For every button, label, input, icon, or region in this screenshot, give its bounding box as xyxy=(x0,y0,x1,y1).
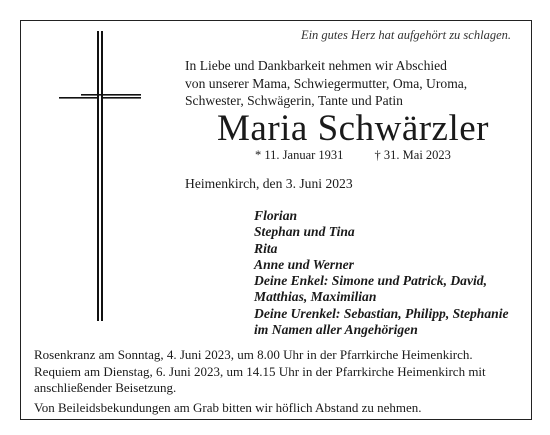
condolence-note: Von Beileidsbekundungen am Grab bitten wir höflich Abstand zu nehmen. xyxy=(34,399,422,415)
birth-date: * 11. Januar 1931 xyxy=(255,148,344,162)
intro-line: Schwester, Schwägerin, Tante und Patin xyxy=(185,93,403,108)
requiem-note-continued: anschließender Beisetzung. xyxy=(34,380,177,395)
place-and-date: Heimenkirch, den 3. Juni 2023 xyxy=(185,176,353,191)
mourner-line: im Namen aller Angehörigen xyxy=(254,322,418,338)
mourner-line: Deine Enkel: Simone und Patrick, David, xyxy=(254,273,487,289)
intro-line: von unserer Mama, Schwiegermutter, Oma, Uroma, xyxy=(185,75,468,91)
intro-text xyxy=(185,57,467,110)
requiem-note: Requiem am Dienstag, 6. Juni 2023, um 14.15 Uhr in der Pfarrkirche Heimenkirch mit xyxy=(34,363,486,379)
mourner-line: Anne und Werner xyxy=(254,256,354,272)
deceased-name: Maria Schwärzler xyxy=(217,108,490,149)
footer-notes xyxy=(34,347,486,416)
motto: Ein gutes Herz hat aufgehört zu schlagen. xyxy=(300,28,511,42)
mourner-line: Deine Urenkel: Sebastian, Philipp, Stephanie xyxy=(254,305,509,321)
intro-line: In Liebe und Dankbarkeit nehmen wir Abschied xyxy=(185,58,447,73)
mourner-line: Matthias, Maximilian xyxy=(254,289,377,305)
rosenkranz-note: Rosenkranz am Sonntag, 4. Juni 2023, um 8.00 Uhr in der Pfarrkirche Heimenkirch. xyxy=(34,347,473,362)
life-dates xyxy=(255,148,451,163)
mourner-line: Rita xyxy=(254,240,278,256)
death-date: † 31. Mai 2023 xyxy=(374,148,451,162)
obituary-frame xyxy=(20,20,532,420)
mourner-line: Florian xyxy=(254,208,298,223)
mourner-line: Stephan und Tina xyxy=(254,224,355,240)
mourners-list xyxy=(254,208,509,338)
